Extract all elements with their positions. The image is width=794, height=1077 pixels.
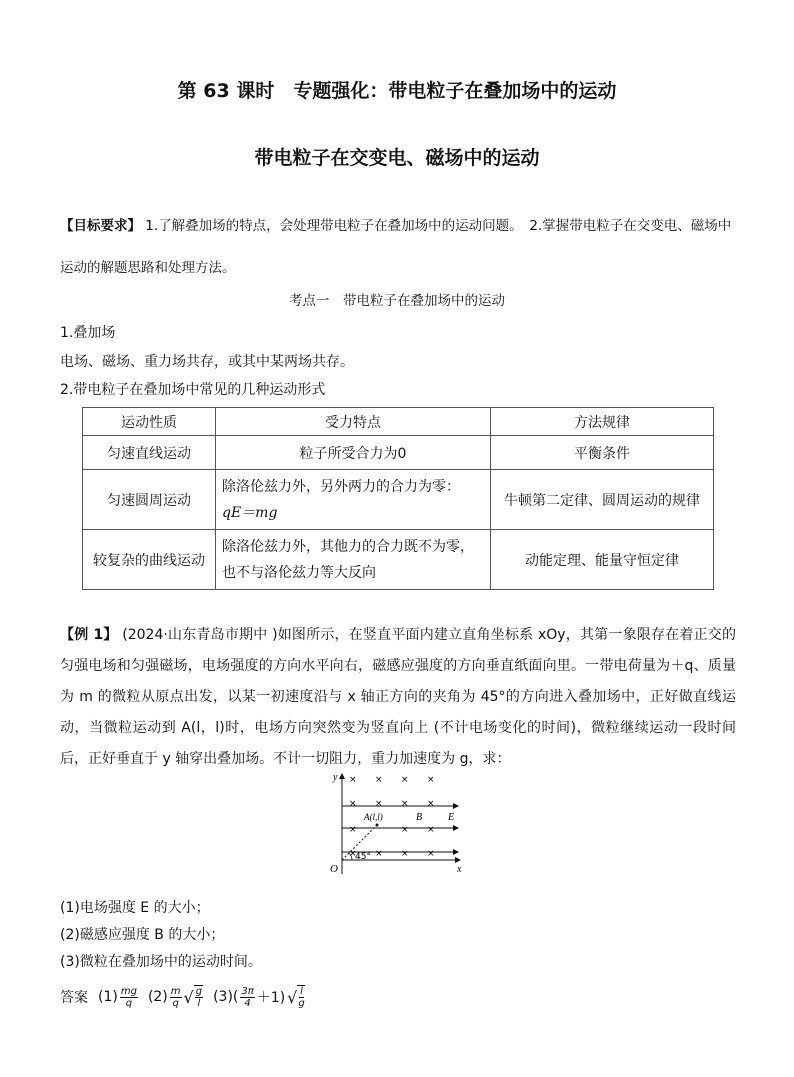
answer-2-fraction — [170, 986, 182, 1009]
table-cell-method: 平衡条件 — [491, 436, 714, 470]
table-row — [83, 530, 714, 590]
answer-3-sqrt: √ $\frac{l}{g}$ — [287, 986, 305, 1009]
fraction-denominator: l — [197, 998, 201, 1009]
field-cross: × — [427, 775, 435, 785]
field-cross: × — [349, 849, 357, 859]
point-a-label: A(l,l) — [364, 812, 383, 822]
answer-block — [60, 985, 305, 1009]
goals-tag: 【目标要求】 — [60, 218, 141, 234]
table-header-cell: 受力特点 — [216, 408, 491, 436]
answer-2-sqrt: √ $\frac{g}{l}$ — [183, 986, 203, 1009]
field-diagram — [320, 768, 470, 878]
answer-1-prefix: (1) — [98, 989, 118, 1005]
table-cell-motion: 匀速直线运动 — [83, 436, 216, 470]
table-row — [83, 470, 714, 530]
point-a — [376, 824, 379, 827]
table-cell-force — [216, 530, 491, 590]
example-tag: 【例 1】 — [60, 627, 118, 643]
goals-text: 1.了解叠加场的特点，会处理带电粒子在叠加场中的运动问题。 2.掌握带电粒子在交变电、磁场中运动的解题思路和处理方法。 — [60, 218, 732, 276]
table-header-cell: 方法规律 — [491, 408, 714, 436]
fraction-denominator: 4 — [244, 997, 251, 1009]
b-label: B — [416, 812, 423, 823]
table-cell-force-line2: 也不与洛伦兹力等大反向 — [222, 564, 376, 581]
table-cell-force-line2: qE＝mg — [222, 504, 278, 521]
answer-2 — [148, 985, 203, 1009]
e-label: E — [448, 812, 455, 823]
table-header-cell: 运动性质 — [83, 408, 216, 436]
p2-heading: 2.带电粒子在叠加场中常见的几种运动形式 — [60, 382, 326, 398]
angle-label: 45° — [355, 852, 371, 862]
table-cell-method: 动能定理、能量守恒定律 — [491, 530, 714, 590]
p1-text: 电场、磁场、重力场共存，或其中某两场共存。 — [60, 354, 354, 370]
fraction-numerator: mg — [120, 985, 137, 997]
table-cell-force: 粒子所受合力为0 — [216, 436, 491, 470]
example-block — [60, 620, 736, 775]
table-cell-force-line1: 除洛伦兹力外，其他力的合力既不为零， — [222, 538, 474, 555]
table-cell-method: 牛顿第二定律、圆周运动的规律 — [491, 470, 714, 530]
fraction-numerator: l — [300, 986, 303, 997]
p1-heading: 1.叠加场 — [60, 325, 116, 341]
field-cross: × — [375, 799, 383, 809]
table-cell-force — [216, 470, 491, 530]
field-cross: × — [427, 825, 435, 835]
question-1: (1)电场强度 E 的大小； — [60, 900, 210, 916]
answer-label: 答案 — [60, 990, 88, 1006]
page-subtitle: 带电粒子在交变电、磁场中的运动 — [254, 147, 540, 169]
field-cross: × — [401, 799, 409, 809]
field-cross: × — [401, 825, 409, 835]
x-axis-label: x — [457, 864, 462, 875]
motion-table — [82, 407, 714, 590]
answer-2-prefix: (2) — [147, 989, 168, 1005]
fraction-denominator: q — [172, 997, 179, 1009]
table-cell-force-line1: 除洛伦兹力外，另外两力的合力为零： — [222, 478, 460, 495]
field-cross: × — [401, 849, 409, 859]
answer-1-fraction — [120, 986, 138, 1009]
table-header-row — [83, 408, 714, 436]
field-cross: × — [375, 849, 383, 859]
field-cross: × — [401, 775, 409, 785]
section-title: 考点一 带电粒子在叠加场中的运动 — [289, 293, 505, 309]
fraction-denominator: q — [125, 997, 133, 1009]
example-text: (2024·山东青岛市期中 )如图所示，在竖直平面内建立直角坐标系 xOy，其第一象限存在着正交的匀强电场和匀强磁场，电场强度的方向水平向右，磁感应强度的方向垂直纸面向里。一带电荷量为＋q、质量为 m 的微粒从原点出发，以某一初速度沿与 x 轴正方向的夹角为 45°的方向进入叠加场中，正好做直线运动，当微粒运动到 A(l，l)时，电场方向突然变为竖直向上 (不计电场变化的时间)，微粒继续运动一段时间后，正好垂直于 y 轴穿出叠加场。不计一切阻力，重力加速度为 g，求： — [60, 627, 736, 767]
question-3: (3)微粒在叠加场中的运动时间。 — [60, 954, 262, 970]
fraction-numerator: 3π — [241, 985, 254, 997]
origin-label: O — [330, 863, 338, 875]
field-cross: × — [349, 825, 357, 835]
answer-1 — [98, 986, 138, 1009]
answer-3-prefix: (3)( — [213, 989, 239, 1005]
page-title: 第 63 课时 专题强化：带电粒子在叠加场中的运动 — [177, 80, 617, 102]
answer-3-fraction — [240, 986, 254, 1009]
table-row — [83, 436, 714, 470]
question-2: (2)磁感应强度 B 的大小； — [60, 927, 225, 943]
field-cross: × — [349, 775, 357, 785]
table-cell-motion: 较复杂的曲线运动 — [83, 530, 216, 590]
field-cross: × — [349, 799, 357, 809]
field-cross: × — [375, 775, 383, 785]
field-cross: × — [427, 849, 435, 859]
fraction-numerator: m — [170, 985, 181, 997]
answer-3-mid: ＋1) — [256, 990, 286, 1006]
y-axis-label: y — [333, 772, 338, 783]
goals-block — [60, 205, 740, 289]
answer-3 — [213, 985, 305, 1009]
table-cell-motion: 匀速圆周运动 — [83, 470, 216, 530]
field-cross: × — [427, 799, 435, 809]
fraction-numerator: g — [195, 986, 203, 997]
fraction-denominator: g — [298, 998, 305, 1009]
